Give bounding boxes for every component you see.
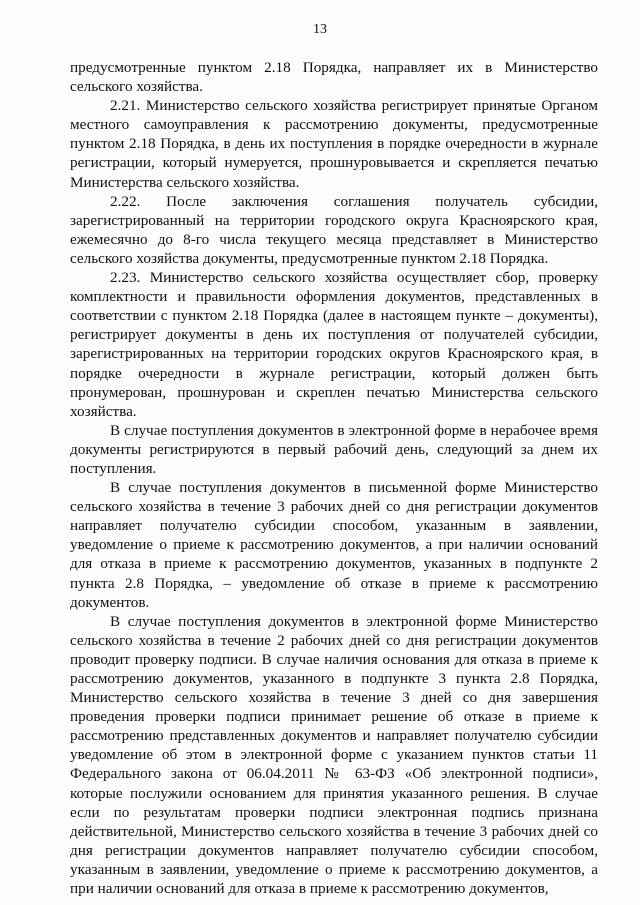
paragraph-electronic-nonworking-time: В случае поступления документов в электронной форме в нерабочее время документы регистрируются в первый рабочий день, следующий за днем их поступления. (70, 421, 598, 477)
paragraph-2-21: 2.21. Министерство сельского хозяйства регистрирует принятые Органом местного самоуправления к рассмотрению документы, предусмотренные пунктом 2.18 Порядка, в день их поступления в порядке очередности в журнале регистрации, который нумеруется, прошнуровывается и скрепляется печатью Министерства сельского хозяйства. (70, 97, 598, 191)
page-number: 13 (313, 22, 327, 37)
paragraph-2-22: 2.22. После заключения соглашения получатель субсидии, зарегистрированный на территории городского округа Красноярского края, ежемесячно до 8-го числа текущего месяца представляет в Министерство сельского хозяйства документы, предусмотренные пунктом 2.18 Порядка. (70, 192, 598, 267)
document-body (70, 58, 598, 898)
paragraph-2-23: 2.23. Министерство сельского хозяйства осуществляет сбор, проверку комплектности и правильности оформления документов, представленных в соответствии с пунктом 2.18 Порядка (далее в настоящем пункте – документы), регистрирует документы в день их поступления от получателей субсидии, зарегистрированных на территории городских округов Красноярского края, в порядке очередности в журнале регистрации, который должен быть пронумерован, прошнурован и скреплен печатью Министерства сельского хозяйства. (70, 269, 598, 420)
paragraph-continuation: предусмотренные пунктом 2.18 Порядка, направляет их в Министерство сельского хозяйства. (70, 59, 598, 96)
paragraph-written-form: В случае поступления документов в письменной форме Министерство сельского хозяйства в течение 3 рабочих дней со дня регистрации документов направляет получателю субсидии способом, указанным в заявлении, уведомление о приеме к рассмотрению документов, а при наличии оснований для отказа в приеме к рассмотрению документов, указанных в подпункте 2 пункта 2.8 Порядка, – уведомление об отказе в приеме к рассмотрению документов. (70, 479, 598, 611)
paragraph-electronic-form: В случае поступления документов в электронной форме Министерство сельского хозяйства в течение 2 рабочих дней со дня регистрации документов проводит проверку подписи. В случае наличия основания для отказа в приеме к рассмотрению документов, указанного в подпункте 3 пункта 2.8 Порядка, Министерство сельского хозяйства в течение 3 дней со дня завершения проведения проверки подписи принимает решение об отказе в приеме к рассмотрению представленных документов и направляет получателю субсидии уведомление об этом в электронной форме с указанием пунктов статьи 11 Федерального закона от 06.04.2011 № 63-ФЗ «Об электронной подписи», которые послужили основанием для принятия указанного решения. В случае если по результатам проверки подписи электронная подпись признана действительной, Министерство сельского хозяйства в течение 3 рабочих дней со дня регистрации документов направляет получателю субсидии способом, указанным в заявлении, уведомление о приеме к рассмотрению документов, а при наличии оснований для отказа в приеме к рассмотрению документов, (70, 612, 598, 898)
